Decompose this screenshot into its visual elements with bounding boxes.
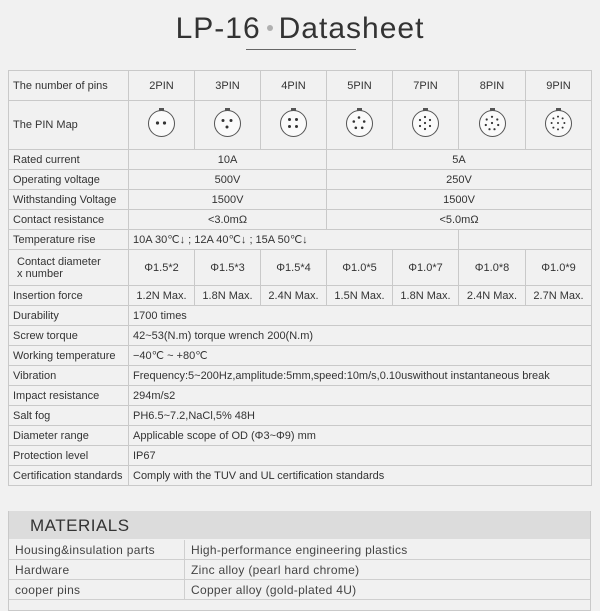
pin-count-cell: 3PIN bbox=[195, 71, 261, 101]
spec-label: Durability bbox=[9, 306, 129, 326]
spec-value: <5.0mΩ bbox=[327, 210, 592, 230]
spec-row-rated-current bbox=[9, 150, 592, 170]
title-word: Datasheet bbox=[278, 12, 425, 45]
connector-4pin-icon bbox=[280, 110, 307, 137]
spec-label: Vibration bbox=[9, 366, 129, 386]
spec-row-contact-diameter bbox=[9, 250, 592, 286]
pin-count-cell: 7PIN bbox=[393, 71, 459, 101]
spec-value: 10A bbox=[129, 150, 327, 170]
spec-row-pins bbox=[9, 71, 592, 101]
spec-value: Φ1.0*7 bbox=[393, 250, 459, 286]
spec-label: Insertion force bbox=[9, 286, 129, 306]
spec-row-impact-resistance bbox=[9, 386, 592, 406]
title-model: LP-16 bbox=[175, 12, 261, 45]
spec-value: Φ1.5*2 bbox=[129, 250, 195, 286]
spec-label: Withstanding Voltage bbox=[9, 190, 129, 210]
spec-value: Φ1.5*3 bbox=[195, 250, 261, 286]
spec-row-salt-fog bbox=[9, 406, 592, 426]
connector-2pin-icon bbox=[148, 110, 175, 137]
material-part: cooper pins bbox=[9, 580, 185, 600]
spec-label: Contact resistance bbox=[9, 210, 129, 230]
spec-label: Impact resistance bbox=[9, 386, 129, 406]
materials-row bbox=[9, 580, 590, 600]
materials-row bbox=[9, 560, 590, 580]
spec-value: Φ1.5*4 bbox=[261, 250, 327, 286]
spec-value: 2.4N Max. bbox=[261, 286, 327, 306]
pin-count-cell: 4PIN bbox=[261, 71, 327, 101]
spec-label: Certification standards bbox=[9, 466, 129, 486]
material-value: High-performance engineering plastics bbox=[185, 540, 591, 560]
spec-row-durability bbox=[9, 306, 592, 326]
spec-value: PH6.5~7.2,NaCl,5% 48H bbox=[129, 406, 592, 426]
spec-label: The number of pins bbox=[9, 71, 129, 101]
spec-row-protection-level bbox=[9, 446, 592, 466]
material-part: Hardware bbox=[9, 560, 185, 580]
spec-value: Φ1.0*5 bbox=[327, 250, 393, 286]
pin-count-cell: 5PIN bbox=[327, 71, 393, 101]
spec-value: Applicable scope of OD (Φ3~Φ9) mm bbox=[129, 426, 592, 446]
page-title bbox=[0, 12, 600, 46]
spec-value: Comply with the TUV and UL certification standards bbox=[129, 466, 592, 486]
connector-7pin-icon bbox=[412, 110, 439, 137]
connector-8pin-icon bbox=[479, 110, 506, 137]
spec-value: 10A 30℃↓ ; 12A 40℃↓ ; 15A 50℃↓ bbox=[129, 230, 459, 250]
spec-empty-cell bbox=[459, 230, 592, 250]
materials-row bbox=[9, 540, 590, 560]
spec-value: 1700 times bbox=[129, 306, 592, 326]
spec-table bbox=[8, 70, 592, 486]
spec-label: Rated current bbox=[9, 150, 129, 170]
spec-value: 1.2N Max. bbox=[129, 286, 195, 306]
spec-label: Working temperature bbox=[9, 346, 129, 366]
materials-table bbox=[9, 540, 590, 600]
spec-label: Contact diameter x number bbox=[9, 250, 129, 286]
spec-label: Operating voltage bbox=[9, 170, 129, 190]
spec-value: 1.8N Max. bbox=[195, 286, 261, 306]
spec-row-insertion-force bbox=[9, 286, 592, 306]
title-separator-dot bbox=[267, 25, 273, 31]
spec-row-withstanding-voltage bbox=[9, 190, 592, 210]
spec-row-working-temperature bbox=[9, 346, 592, 366]
spec-row-temperature-rise bbox=[9, 230, 592, 250]
materials-title: MATERIALS bbox=[30, 516, 130, 535]
spec-label: Protection level bbox=[9, 446, 129, 466]
spec-label: Salt fog bbox=[9, 406, 129, 426]
spec-value: 2.4N Max. bbox=[459, 286, 526, 306]
spec-label: Screw torque bbox=[9, 326, 129, 346]
pin-count-cell: 2PIN bbox=[129, 71, 195, 101]
spec-row-contact-resistance bbox=[9, 210, 592, 230]
pin-count-cell: 9PIN bbox=[526, 71, 592, 101]
spec-row-pin-map bbox=[9, 101, 592, 150]
spec-value: 42~53(N.m) torque wrench 200(N.m) bbox=[129, 326, 592, 346]
material-part: Housing&insulation parts bbox=[9, 540, 185, 560]
spec-value: Φ1.0*8 bbox=[459, 250, 526, 286]
spec-row-vibration bbox=[9, 366, 592, 386]
title-underline bbox=[246, 49, 356, 50]
spec-value: −40℃ ~ +80℃ bbox=[129, 346, 592, 366]
connector-5pin-icon bbox=[346, 110, 373, 137]
connector-9pin-icon bbox=[545, 110, 572, 137]
spec-value: 2.7N Max. bbox=[526, 286, 592, 306]
spec-value: <3.0mΩ bbox=[129, 210, 327, 230]
connector-3pin-icon bbox=[214, 110, 241, 137]
spec-value: 294m/s2 bbox=[129, 386, 592, 406]
spec-label: Temperature rise bbox=[9, 230, 129, 250]
spec-row-certification bbox=[9, 466, 592, 486]
spec-row-operating-voltage bbox=[9, 170, 592, 190]
spec-value: 1500V bbox=[327, 190, 592, 210]
spec-value: Frequency:5~200Hz,amplitude:5mm,speed:10m/s,0.10uswithout instantaneous break bbox=[129, 366, 592, 386]
spec-row-diameter-range bbox=[9, 426, 592, 446]
spec-value: IP67 bbox=[129, 446, 592, 466]
spec-value: 500V bbox=[129, 170, 327, 190]
spec-value: 1500V bbox=[129, 190, 327, 210]
material-value: Zinc alloy (pearl hard chrome) bbox=[185, 560, 591, 580]
spec-label: Diameter range bbox=[9, 426, 129, 446]
spec-value: 250V bbox=[327, 170, 592, 190]
material-value: Copper alloy (gold-plated 4U) bbox=[185, 580, 591, 600]
spec-value: 1.8N Max. bbox=[393, 286, 459, 306]
spec-row-screw-torque bbox=[9, 326, 592, 346]
spec-label: The PIN Map bbox=[9, 101, 129, 150]
pin-count-cell: 8PIN bbox=[459, 71, 526, 101]
spec-value: 5A bbox=[327, 150, 592, 170]
spec-value: 1.5N Max. bbox=[327, 286, 393, 306]
spec-value: Φ1.0*9 bbox=[526, 250, 592, 286]
